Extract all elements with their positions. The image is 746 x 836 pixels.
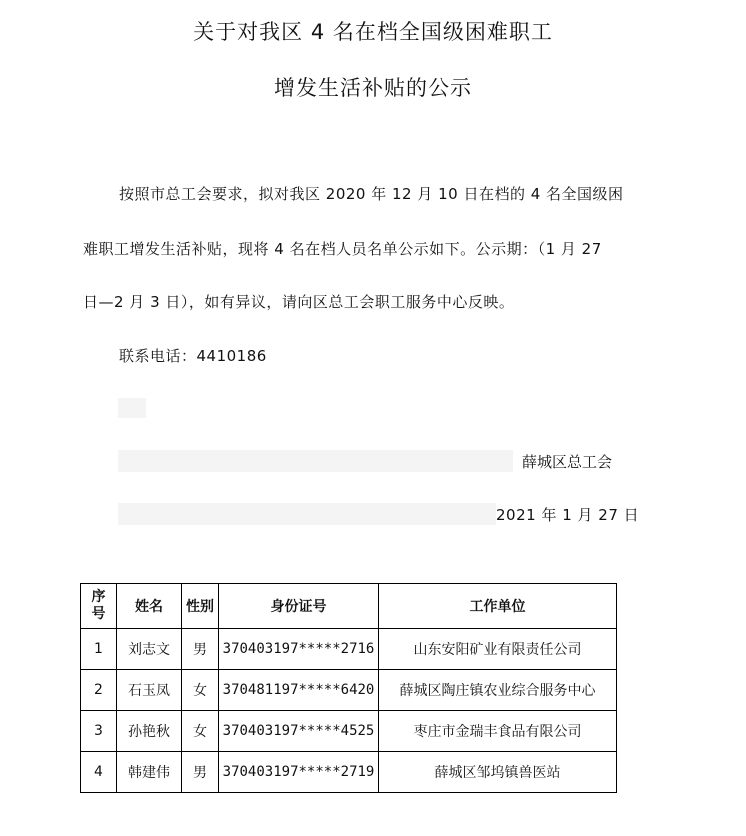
body-paragraph-line-2: 难职工增发生活补贴，现将 4 名在档人员名单公示如下。公示期：（1 月 27 (83, 240, 602, 258)
column-header-name: 姓名 (117, 584, 182, 629)
cell-employer: 薛城区陶庄镇农业综合服务中心 (379, 670, 617, 711)
table-row (81, 629, 617, 670)
cell-id-number: 370403197*****2716 (219, 629, 379, 670)
cell-employer: 薛城区邹坞镇兽医站 (379, 752, 617, 793)
signature-date: 2021 年 1 月 27 日 (496, 506, 640, 524)
table-row (81, 670, 617, 711)
body-paragraph-line-3: 日—2 月 3 日），如有异议，请向区总工会职工服务中心反映。 (83, 293, 515, 311)
cell-gender: 女 (182, 711, 219, 752)
column-header-gender: 性别 (182, 584, 219, 629)
cell-id-number: 370403197*****2719 (219, 752, 379, 793)
signature-organization: 薛城区总工会 (522, 453, 613, 471)
cell-seq: 3 (81, 711, 117, 752)
cell-name: 石玉凤 (117, 670, 182, 711)
cell-seq: 1 (81, 629, 117, 670)
cell-gender: 男 (182, 629, 219, 670)
notice-title-line-1: 关于对我区 4 名在档全国级困难职工 (193, 20, 553, 44)
cell-gender: 男 (182, 752, 219, 793)
cell-seq: 4 (81, 752, 117, 793)
cell-id-number: 370403197*****4525 (219, 711, 379, 752)
column-header-employer: 工作单位 (379, 584, 617, 629)
cell-seq: 2 (81, 670, 117, 711)
table-row (81, 752, 617, 793)
cell-name: 孙艳秋 (117, 711, 182, 752)
text-highlight-shade (118, 503, 496, 525)
text-highlight-shade (118, 398, 146, 418)
body-paragraph-line-1: 按照市总工会要求，拟对我区 2020 年 12 月 10 日在档的 4 名全国级困 (119, 185, 624, 203)
column-header-id-number: 身份证号 (219, 584, 379, 629)
column-header-seq-line-2: 号 (91, 606, 106, 622)
cell-employer: 山东安阳矿业有限责任公司 (379, 629, 617, 670)
text-highlight-shade (118, 450, 513, 472)
worker-roster-table (80, 583, 617, 793)
table-header-row (81, 584, 617, 629)
notice-title-line-2: 增发生活补贴的公示 (274, 76, 472, 100)
column-header-seq-line-1: 序 (91, 589, 106, 605)
cell-name: 韩建伟 (117, 752, 182, 793)
contact-phone: 联系电话：4410186 (119, 347, 267, 365)
cell-gender: 女 (182, 670, 219, 711)
table-row (81, 711, 617, 752)
cell-name: 刘志文 (117, 629, 182, 670)
cell-employer: 枣庄市金瑞丰食品有限公司 (379, 711, 617, 752)
column-header-seq (81, 584, 117, 629)
cell-id-number: 370481197*****6420 (219, 670, 379, 711)
